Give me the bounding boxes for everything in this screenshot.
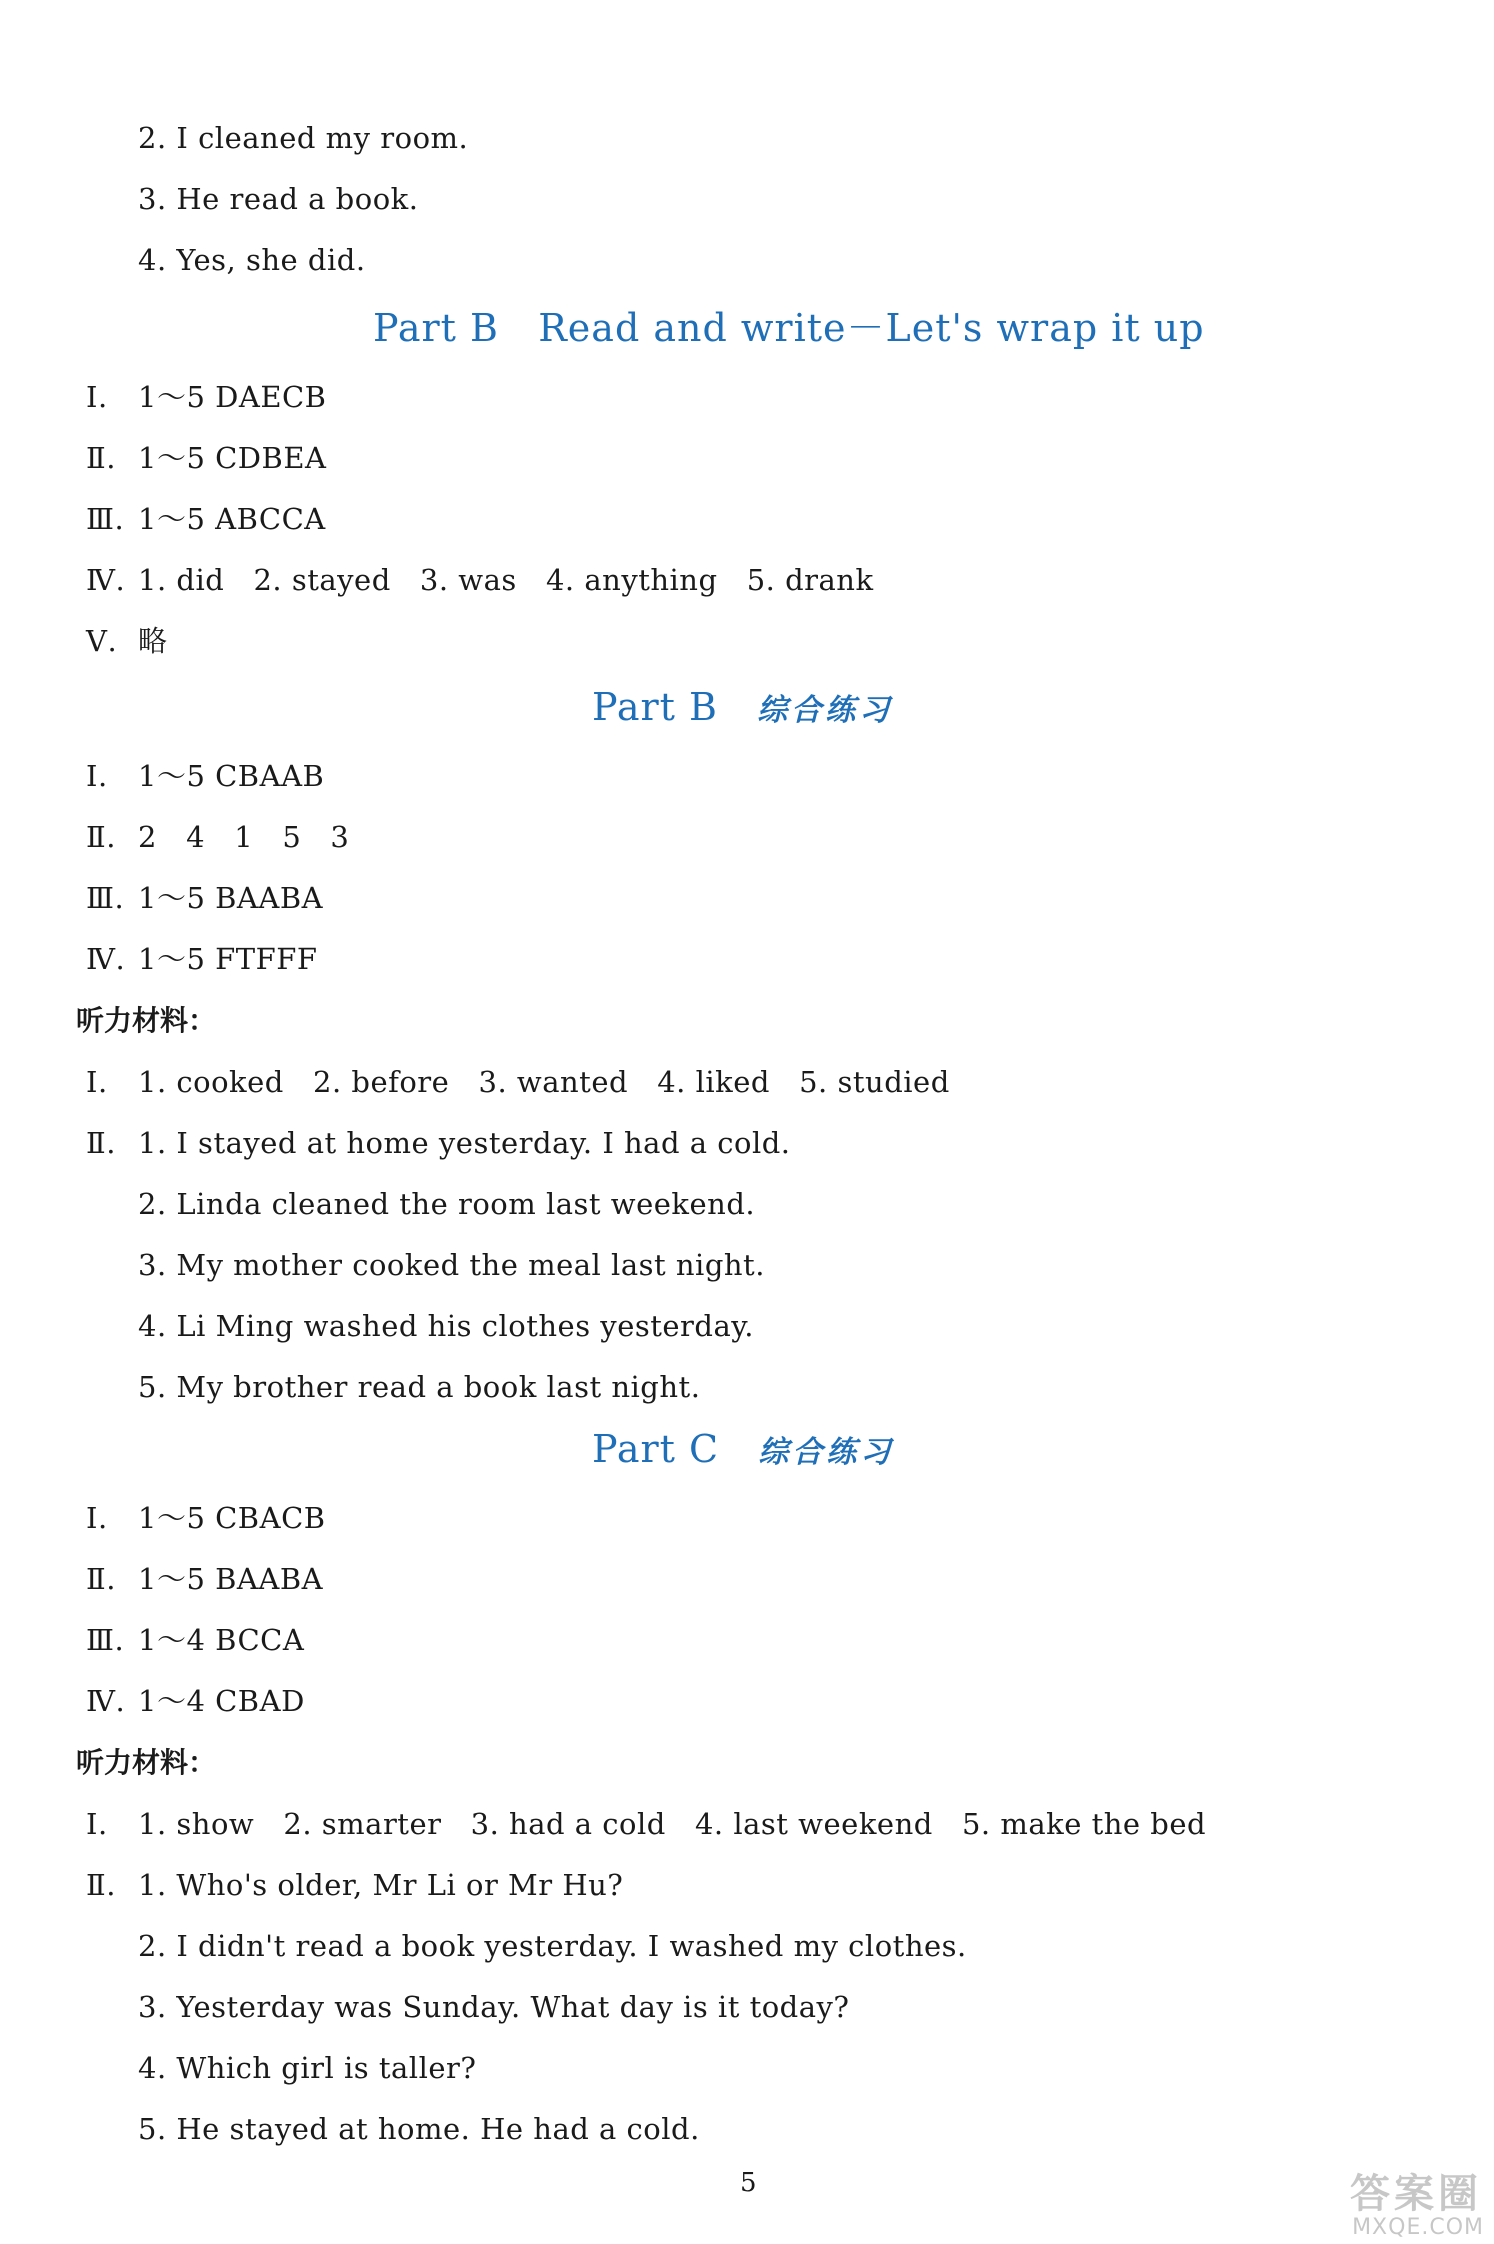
listening-label: 听力材料： [76,1004,217,1037]
answer-line: Ⅰ. 1～5 CBACB [86,1501,326,1535]
answer-line: Ⅳ. 1. did 2. stayed 3. was 4. anything 5. drank [86,563,874,597]
answer-line: Ⅳ. 1～5 FTFFF [86,942,318,976]
answer-line: Ⅰ. 1～5 DAECB [86,380,327,414]
listening-line: 4. Li Ming washed his clothes yesterday. [138,1309,755,1343]
watermark-logo [1326,2158,1486,2242]
top-list-item: 3. He read a book. [138,182,419,216]
answer-line: Ⅳ. 1～4 CBAD [86,1684,305,1718]
answer-line: Ⅰ. 1～5 CBAAB [86,759,325,793]
answer-line: Ⅲ. 1～4 BCCA [86,1623,305,1657]
answer-line: Ⅲ. 1～5 ABCCA [86,502,326,536]
section-heading: Part B 综合练习 [592,685,894,729]
answer-line: Ⅴ. 略 [86,624,168,658]
top-list-item: 4. Yes, she did. [138,243,366,277]
top-list-item: 2. I cleaned my room. [138,121,469,155]
answer-line: Ⅱ. 1～5 CDBEA [86,441,327,475]
listening-line: 2. Linda cleaned the room last weekend. [138,1187,756,1221]
answer-line: Ⅱ. 1～5 BAABA [86,1562,324,1596]
answer-line: Ⅱ. 2 4 1 5 3 [86,820,350,854]
listening-label: 听力材料： [76,1746,217,1779]
section-heading: Part B Read and write－Let's wrap it up [373,306,1205,350]
answer-line: Ⅲ. 1～5 BAABA [86,881,324,915]
page-number: 5 [740,2168,757,2198]
watermark-bottom-text: MXQE.COM [1352,2215,1484,2240]
listening-line: 4. Which girl is taller? [138,2051,477,2085]
listening-line: Ⅰ. 1. cooked 2. before 3. wanted 4. liked 5. studied [86,1065,950,1099]
listening-line: Ⅰ. 1. show 2. smarter 3. had a cold 4. last weekend 5. make the bed [86,1807,1207,1841]
listening-line: Ⅱ. 1. I stayed at home yesterday. I had a cold. [86,1126,791,1160]
listening-line: Ⅱ. 1. Who's older, Mr Li or Mr Hu? [86,1868,624,1902]
section-heading: Part C 综合练习 [592,1427,895,1471]
listening-line: 2. I didn't read a book yesterday. I washed my clothes. [138,1929,967,1963]
listening-line: 5. My brother read a book last night. [138,1370,701,1404]
listening-line: 3. My mother cooked the meal last night. [138,1248,765,1282]
listening-line: 3. Yesterday was Sunday. What day is it today? [138,1990,850,2024]
watermark-top-text: 答案圈 [1350,2171,1482,2217]
listening-line: 5. He stayed at home. He had a cold. [138,2112,700,2146]
